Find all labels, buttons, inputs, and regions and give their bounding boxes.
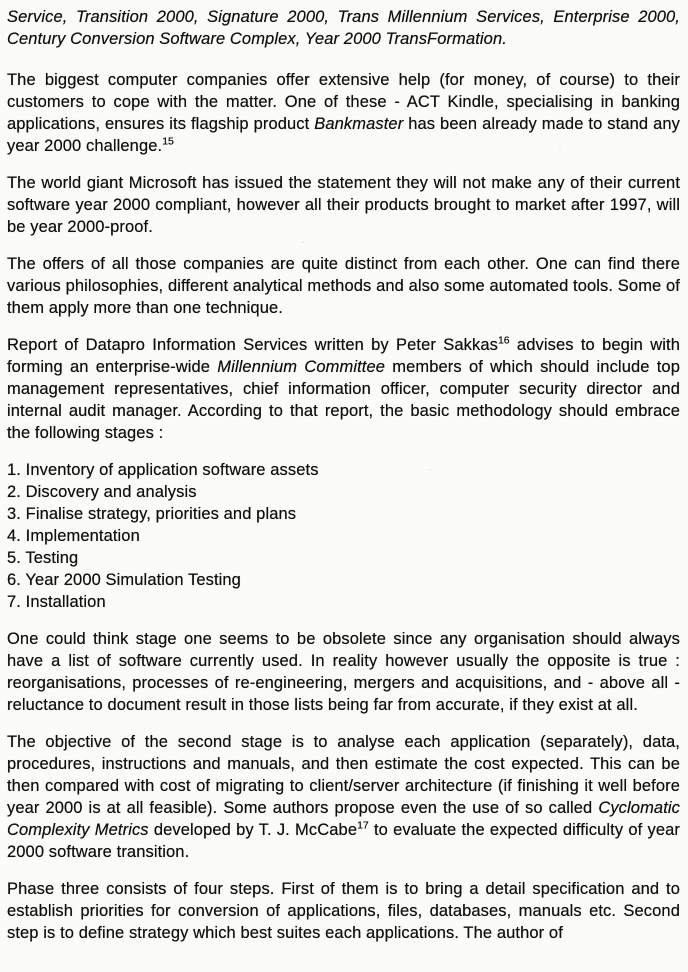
paragraph-phase-three	[7, 878, 680, 944]
paragraph-microsoft	[7, 172, 680, 238]
text-run: Report of Datapro Information Services written by Peter Sakkas	[7, 336, 498, 354]
list-item: 3. Finalise strategy, priorities and plans	[7, 505, 297, 523]
paragraph-second-stage	[7, 731, 680, 863]
text-run: Millennium Committee	[217, 358, 386, 376]
text-run: developed by T. J. McCabe	[148, 821, 358, 839]
text-run: Phase three consists of four steps. First of them is to bring a detail specification and to establish priorities for conversion of applications, files, databases, manuals etc. Second step is to define strategy which best suites each applications. The author of	[7, 880, 680, 942]
text-run: Bankmaster	[314, 115, 404, 133]
text-run: to evaluate the expected difficulty of year 2000 software transition.	[7, 821, 680, 861]
text-run: members of which should include top management representatives, chief information officer, computer security director and internal audit manager. According to that report, the basic methodology should embrace the following stages :	[7, 358, 680, 442]
text-run: Cyclomatic Complexity Metrics	[7, 799, 680, 839]
list-item: 1. Inventory of application software assets	[7, 461, 319, 479]
text-run: Service, Transition 2000, Signature 2000, Trans Millennium Services, Enterprise 2000, Century Conversion Software Complex, Year 2000 TransFormation.	[7, 8, 680, 48]
text-run: The biggest computer companies offer extensive help (for money, of course) to their customers to cope with the matter. One of these - ACT Kindle, specialising in banking applications, ensures its flagship product	[7, 71, 680, 133]
list-item: 7. Installation	[7, 593, 106, 611]
text-run: The world giant Microsoft has issued the statement they will not make any of their current software year 2000 compliant, however all their products brought to market after 1997, will be year 2000-proof.	[7, 174, 680, 236]
footnote-reference: 16	[497, 334, 510, 347]
text-run: has been already made to stand any year 2000 challenge.	[7, 115, 680, 155]
text-run: advises to begin with forming an enterprise-wide	[7, 336, 680, 376]
paragraph-product-names	[7, 6, 680, 50]
list-item: 2. Discovery and analysis	[7, 483, 197, 501]
paragraph-datapro-report	[7, 334, 680, 444]
footnote-reference: 17	[357, 819, 369, 832]
paragraph-stage-one-obsolete	[7, 628, 680, 716]
paragraph-company-offers	[7, 253, 680, 319]
methodology-stages-list	[7, 459, 680, 613]
text-run: The offers of all those companies are quite distinct from each other. One can find there various philosophies, different analytical methods and also some automated tools. Some of them apply more than one technique.	[7, 255, 680, 317]
text-run: One could think stage one seems to be obsolete since any organisation should always have a list of software currently used. In reality however usually the opposite is true : reorganisations, processes of re-engineering, mergers and acquisitions, and - above all - reluctance to document result in those lists being far from accurate, if they exist at all.	[7, 630, 680, 714]
paragraph-act-kindle	[7, 69, 680, 157]
list-item: 6. Year 2000 Simulation Testing	[7, 571, 241, 589]
text-run: The objective of the second stage is to analyse each application (separately), data, procedures, instructions and manuals, and then estimate the cost expected. This can be then compared with cost of migrating to client/server architecture (if finishing it well before year 2000 is at all feasible). Some authors propose even the use of so called	[7, 733, 680, 817]
footnote-reference: 15	[162, 135, 174, 148]
list-item: 5. Testing	[7, 549, 79, 567]
list-item: 4. Implementation	[7, 527, 140, 545]
